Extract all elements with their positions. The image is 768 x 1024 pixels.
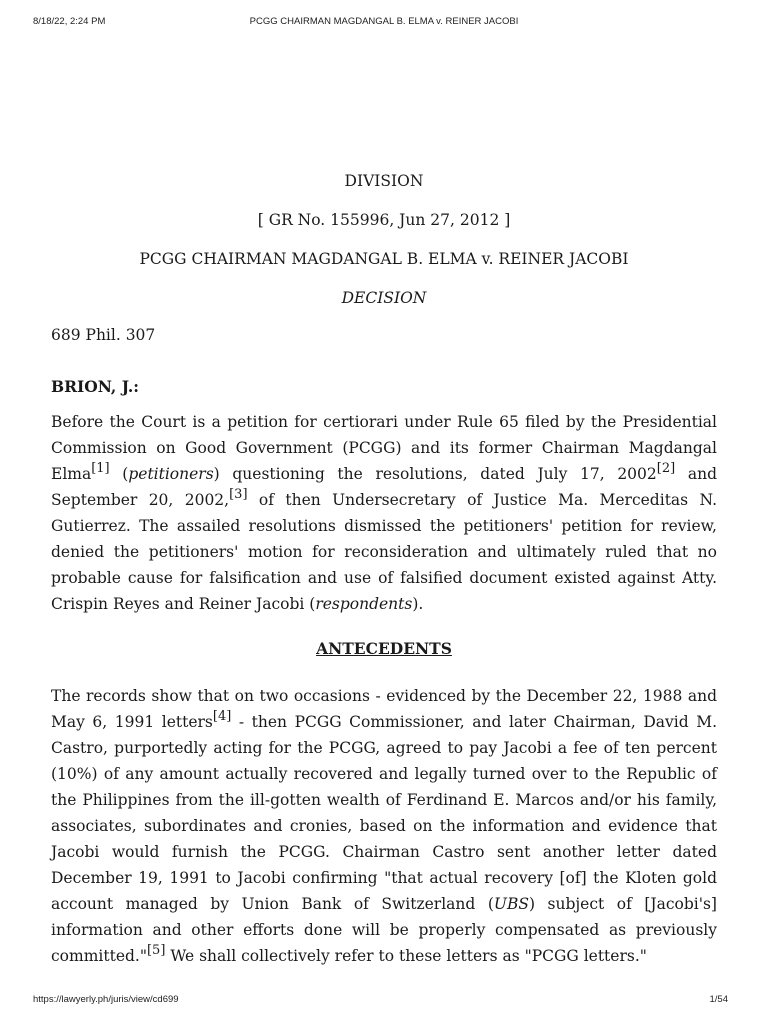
- footnote-ref-3[interactable]: [3]: [229, 487, 248, 502]
- print-footer: [0, 994, 768, 1008]
- print-url: https://lawyerly.ph/juris/view/cd699: [33, 994, 179, 1005]
- antecedents-heading: ANTECEDENTS: [316, 639, 452, 658]
- division-label: DIVISION: [344, 172, 424, 190]
- text-run: ).: [412, 595, 424, 613]
- footnote-ref-5[interactable]: [5]: [146, 943, 166, 958]
- petitioners-term: petitioners: [128, 465, 214, 483]
- footnote-ref-4[interactable]: [4]: [212, 709, 232, 724]
- respondents-term: respondents: [315, 595, 413, 613]
- print-title: PCGG CHAIRMAN MAGDANGAL B. ELMA v. REINER JACOBI: [249, 16, 519, 27]
- text-run: We shall collectively refer to these letters as "PCGG letters.": [165, 947, 647, 965]
- document-body: [51, 171, 717, 969]
- paragraph-antecedents: [51, 683, 717, 969]
- footnote-ref-2[interactable]: [2]: [656, 461, 676, 476]
- ponente: BRION, J.:: [51, 377, 139, 396]
- paragraph-intro: [51, 409, 717, 617]
- citation: 689 Phil. 307: [51, 326, 156, 344]
- gr-number: [ GR No. 155996, Jun 27, 2012 ]: [257, 211, 511, 229]
- decision-label: DECISION: [341, 289, 427, 307]
- print-datetime: 8/18/22, 2:24 PM: [33, 16, 106, 27]
- print-header: [0, 16, 768, 30]
- text-run: of then Undersecretary of Justice Ma. Merceditas N. Gutierrez. The assailed resolutions dismissed the petitioners' petition for review, denied the petitioners' motion for reconsideration and ultimately ruled that no probable cause for falsification and use of falsified document existed against Atty. Crispin Reyes and Reiner Jacobi (: [51, 491, 717, 613]
- print-page-number: 1/54: [709, 994, 728, 1005]
- text-run: ) questioning the resolutions, dated July 17, 2002: [213, 465, 657, 483]
- ubs-term: UBS: [493, 895, 529, 913]
- text-run: The records show that on two occasions - evidenced by the December 22, 1988 and May 6, 1991 letters: [51, 687, 717, 731]
- text-run: Before the Court is a petition for certiorari under Rule 65 filed by the Presidential Commission on Good Government (PCGG) and its former Chairman Magdangal Elma: [51, 413, 717, 483]
- text-run: - then PCGG Commissioner, and later Chairman, David M. Castro, purportedly acting for the PCGG, agreed to pay Jacobi a fee of ten percent (10%) of any amount actually recovered and legally turned over to the Republic of the Philippines from the ill-gotten wealth of Ferdinand E. Marcos and/or his family, associates, subordinates and cronies, based on the information and evidence that Jacobi would furnish the PCGG. Chairman Castro sent another letter dated December 19, 1991 to Jacobi confirming "that actual recovery [of] the Kloten gold account managed by Union Bank of Switzerland (: [51, 713, 718, 913]
- text-run: ) subject of [Jacobi's] information and other efforts done will be properly compensated as previously committed.": [51, 895, 717, 965]
- text-run: and September 20, 2002,: [51, 465, 717, 509]
- case-title: PCGG CHAIRMAN MAGDANGAL B. ELMA v. REINER JACOBI: [139, 250, 629, 268]
- footnote-ref-1[interactable]: [1]: [91, 461, 110, 476]
- text-run: (: [109, 465, 129, 483]
